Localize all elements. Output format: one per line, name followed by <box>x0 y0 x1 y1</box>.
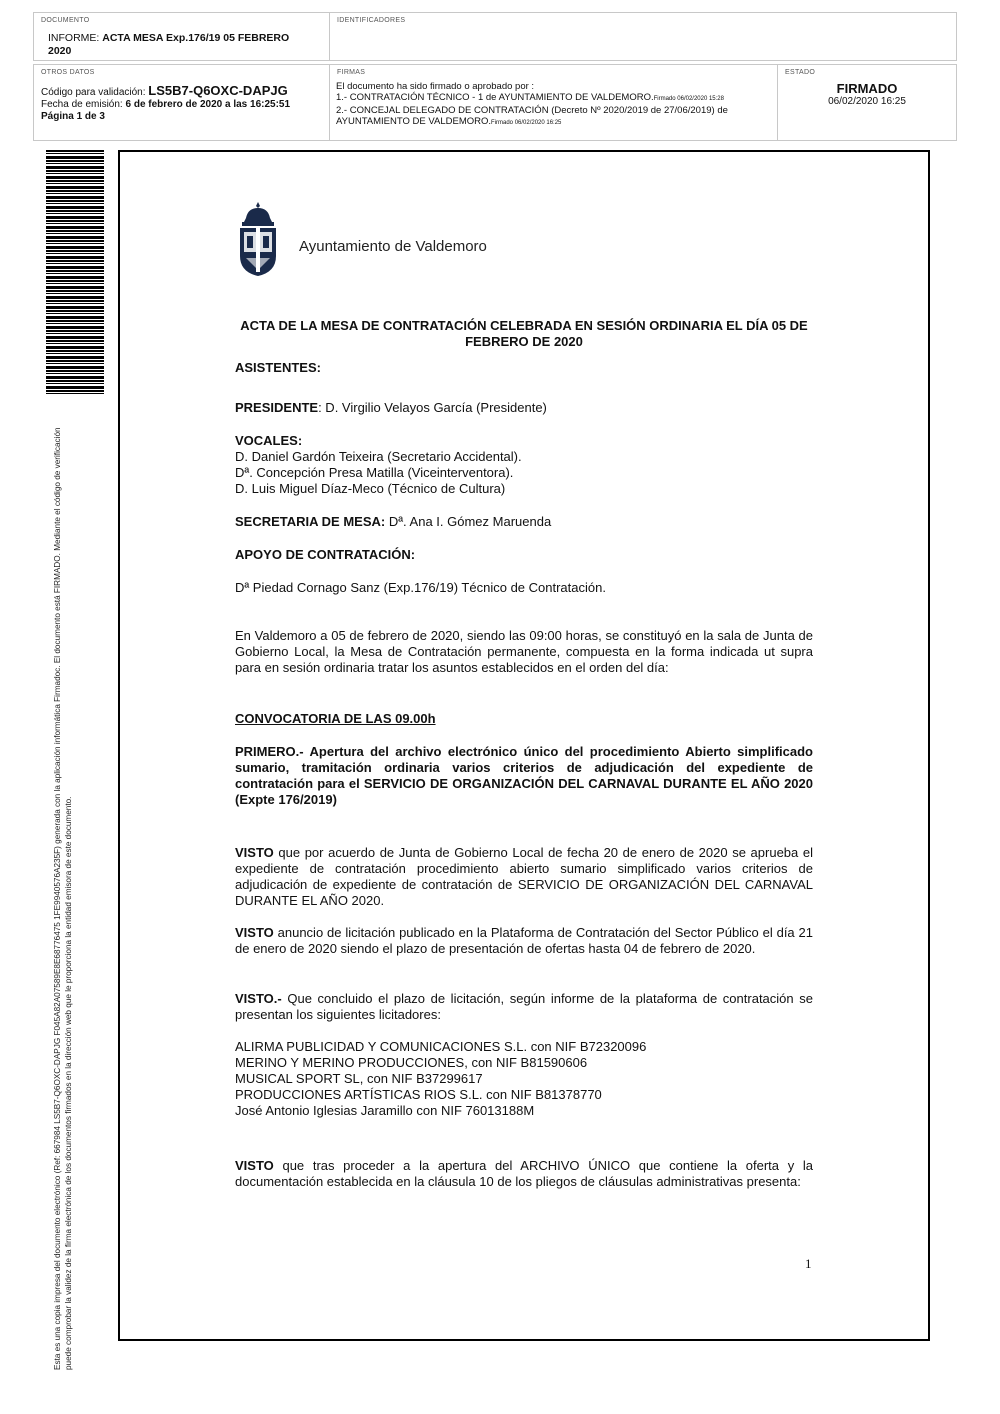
firmas-content <box>336 81 776 129</box>
visto-4-paragraph <box>235 1158 813 1190</box>
identificadores-label: IDENTIFICADORES <box>337 17 406 24</box>
firmas-cell <box>329 65 777 140</box>
presidente-value: : D. Virgilio Velayos García (Presidente) <box>318 400 547 415</box>
codigo-label: Código para validación: <box>41 87 146 98</box>
apoyo-value: Dª Piedad Cornago Sanz (Exp.176/19) Técnico de Contratación. <box>235 580 606 595</box>
firma-1-text: 1.- CONTRATACIÓN TÉCNICO - 1 de AYUNTAMIENTO DE VALDEMORO. <box>336 92 654 103</box>
visto-1-text: que por acuerdo de Junta de Gobierno Local de fecha 20 de enero de 2020 se aprueba el expediente de contratación procedimiento abierto sumario simplificado varios criterios de adjudicación de expediente de contratación de SERVICIO DE ORGANIZACIÓN DEL CARNAVAL DURANTE EL AÑO 2020. <box>235 845 813 908</box>
intro-paragraph: En Valdemoro a 05 de febrero de 2020, siendo las 09:00 horas, se constituyó en la sala de Junta de Gobierno Local, la Mesa de Contratación permanente, compuesta en la forma indicada ut supra para en sesión ordinaria tratar los asuntos establecidos en el orden del día: <box>235 628 813 675</box>
identificadores-cell <box>329 13 956 60</box>
firma-2-stamp: Firmado 06/02/2020 16:25 <box>491 120 562 126</box>
licitador-item: ALIRMA PUBLICIDAD Y COMUNICACIONES S.L. con NIF B72320096 <box>235 1039 647 1054</box>
visto-3-paragraph <box>235 991 813 1023</box>
licitador-item: MUSICAL SPORT SL, con NIF B37299617 <box>235 1071 483 1086</box>
visto-4-label: VISTO <box>235 1158 274 1173</box>
presidente-line <box>235 400 813 416</box>
fecha-line <box>41 99 326 111</box>
documento-label: DOCUMENTO <box>41 17 90 24</box>
secretaria-label: SECRETARIA DE MESA: <box>235 514 386 529</box>
visto-2-label: VISTO <box>235 925 274 940</box>
fecha-label: Fecha de emisión: <box>41 99 123 110</box>
estado-label: ESTADO <box>785 69 816 76</box>
header-row-signatures <box>33 64 957 141</box>
visto-3-text: Que concluido el plazo de licitación, según informe de la plataforma de contratación se presentan los siguientes licitadores: <box>235 991 813 1022</box>
licitador-item: MERINO Y MERINO PRODUCCIONES, con NIF B81590606 <box>235 1055 588 1070</box>
estado-content <box>778 81 956 107</box>
vocales-label: VOCALES: <box>235 433 303 448</box>
firmas-intro: El documento ha sido firmado o aprobado por : <box>336 81 535 92</box>
visto-2-paragraph <box>235 925 813 957</box>
secretaria-value: Dª. Ana I. Gómez Maruenda <box>385 514 552 529</box>
estado-date: 06/02/2020 16:25 <box>828 96 906 107</box>
fecha-value: 6 de febrero de 2020 a las 16:25:51 <box>125 99 291 110</box>
firmas-label: FIRMAS <box>337 69 366 76</box>
apoyo-label: APOYO DE CONTRATACIÓN: <box>235 547 416 562</box>
visto-4-text: que tras proceder a la apertura del ARCHIVO ÚNICO que contiene la oferta y la documentación establecida en la cláusula 10 de los pliegos de cláusulas administrativas presenta: <box>235 1158 813 1189</box>
estado-cell <box>777 65 956 140</box>
visto-1-paragraph <box>235 845 813 909</box>
firma-2-text: 2.- CONCEJAL DELEGADO DE CONTRATACIÓN (Decreto Nº 2020/2019 de 27/06/2019) de AYUNTAMIENTO DE VALDEMORO. <box>336 105 728 127</box>
pagina: Página 1 de 3 <box>41 111 105 122</box>
otros-datos-cell <box>34 65 329 140</box>
codigo-value: LS5B7-Q6OXC-DAPJG <box>148 83 288 98</box>
firma-2 <box>336 105 776 129</box>
otros-datos-content <box>41 85 326 123</box>
informe-line <box>48 32 308 58</box>
header-row-document <box>33 12 957 61</box>
vocales-block <box>235 433 813 497</box>
licitadores-list <box>235 1039 813 1119</box>
estado-value: FIRMADO <box>836 81 898 96</box>
informe-title: ACTA MESA Exp.176/19 05 FEBRERO 2020 <box>48 32 290 57</box>
vocal-1: D. Daniel Gardón Teixeira (Secretario Accidental). <box>235 449 522 464</box>
firma-1 <box>336 92 776 105</box>
informe-prefix: INFORME: <box>48 32 100 44</box>
otros-datos-label: OTROS DATOS <box>41 69 95 76</box>
valdemoro-crest-logo <box>232 200 284 278</box>
convocatoria-heading: CONVOCATORIA DE LAS 09.00h <box>235 711 436 726</box>
codigo-line <box>41 85 326 99</box>
firma-1-stamp: Firmado 06/02/2020 15:28 <box>653 96 724 102</box>
visto-2-text: anuncio de licitación publicado en la Plataforma de Contratación del Sector Público el día 21 de enero de 2020 siendo el plazo de presentación de ofertas hasta 04 de febrero de 2020. <box>235 925 813 956</box>
page-number: 1 <box>805 1256 812 1271</box>
secretaria-line <box>235 514 813 530</box>
letterhead-name: Ayuntamiento de Valdemoro <box>299 238 487 255</box>
documento-cell <box>34 13 329 60</box>
side-text-line-2: puede comprobar la validez de la firma electrónica de los documentos firmados en la dirección web que le proporciona la entidad emisora de este documento. <box>64 796 73 1370</box>
presidente-label: PRESIDENTE <box>235 400 319 415</box>
vocal-2: Dª. Concepción Presa Matilla (Viceinterventora). <box>235 465 514 480</box>
visto-3-label: VISTO.- <box>235 991 282 1006</box>
side-text-line-1: Esta es una copia impresa del documento electrónico (Ref: 667984 LS5B7-Q6OXC-DAPJG F045A82A07589E8E68776475 1FE9940576A235F) generada con la aplicación informática Firmadoc. El documento está FIRMADO. Mediante el código de verificación <box>53 427 62 1370</box>
asistentes-heading: ASISTENTES: <box>235 360 321 375</box>
barcode-image <box>46 150 104 395</box>
verification-side-text <box>52 400 74 1370</box>
primero-paragraph: PRIMERO.- Apertura del archivo electrónico único del procedimiento Abierto simplificado sumario, tramitación ordinaria varios criterios de adjudicación del expediente de contratación para el SERVICIO DE ORGANIZACIÓN DEL CARNAVAL DURANTE EL AÑO 2020 (Expte 176/2019) <box>235 744 813 807</box>
vocal-3: D. Luis Miguel Díaz-Meco (Técnico de Cultura) <box>235 481 506 496</box>
licitador-item: PRODUCCIONES ARTÍSTICAS RIOS S.L. con NIF B81378770 <box>235 1087 602 1102</box>
licitador-item: José Antonio Iglesias Jaramillo con NIF 76013188M <box>235 1103 535 1118</box>
document-title: ACTA DE LA MESA DE CONTRATACIÓN CELEBRADA EN SESIÓN ORDINARIA EL DÍA 05 DE FEBRERO DE 2020 <box>240 318 808 349</box>
visto-1-label: VISTO <box>235 845 274 860</box>
